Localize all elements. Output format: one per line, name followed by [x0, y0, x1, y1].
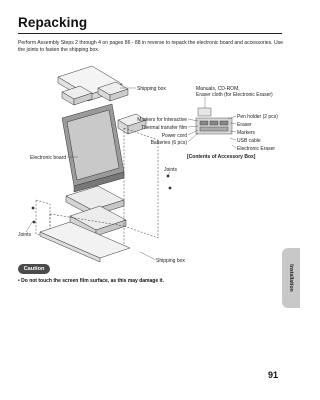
label-power-cord: Power cord: [161, 133, 187, 139]
joint-left-1: [32, 207, 35, 210]
caution-text: • Do not touch the screen film surface, as this may damage it.: [18, 278, 164, 284]
intro-paragraph: Perform Assembly Steps 2 through 4 on pages 86 - 88 in reverse to repack the electronic board and accessories. Use the joints to fasten the shipping box.: [18, 40, 284, 54]
label-joints-right: Joints: [164, 167, 178, 173]
page-title: Repacking: [18, 15, 88, 30]
label-thermal-film: Thermal transfer film: [141, 125, 187, 131]
label-electronic-board: Electronic board: [30, 155, 67, 161]
label-markers: Markers: [237, 130, 256, 136]
label-batteries: Batteries (6 pcs): [150, 140, 187, 146]
label-pen-holder: Pen holder (2 pcs): [237, 114, 278, 120]
label-accessory-box: [Contents of Accessory Box]: [187, 154, 256, 160]
label-electronic-eraser: Electronic Eraser: [237, 146, 276, 152]
accessory-tray: [196, 118, 232, 134]
label-shipping-box-top: Shipping box: [137, 86, 166, 92]
caution-badge: Caution: [18, 264, 50, 274]
label-joints-left: Joints: [18, 232, 32, 238]
manuals-cdrom: [198, 108, 211, 116]
page-number: 91: [268, 370, 279, 380]
joint-right-1: [167, 175, 170, 178]
joint-right-2: [169, 187, 172, 190]
label-usb-cable: USB cable: [237, 138, 261, 144]
label-eraser: Eraser: [237, 122, 252, 128]
section-side-tab: [282, 248, 300, 308]
label-manuals-line2: Eraser cloth (for Electronic Eraser): [196, 92, 273, 98]
side-tab-label: Installation: [288, 264, 294, 292]
label-manuals-line1: Manuals, CD-ROM,: [196, 86, 240, 92]
label-shipping-box-bottom: Shipping box: [156, 258, 185, 264]
label-markers-interactive: Markers for Interactive: [137, 117, 187, 123]
